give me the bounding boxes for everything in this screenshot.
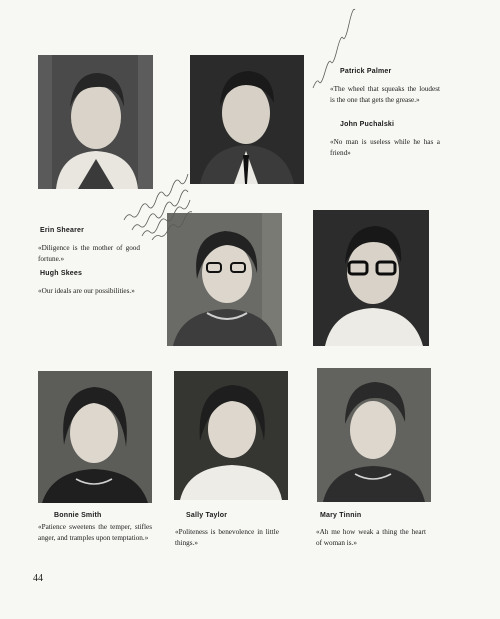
name-john-puchalski: John Puchalski bbox=[340, 121, 395, 128]
name-patrick-palmer: Patrick Palmer bbox=[340, 68, 392, 75]
photo-hugh-skees bbox=[313, 210, 429, 346]
quote-bonnie-smith: «Patience sweetens the temper, stifles anger, and tramples upon temptation.» bbox=[38, 523, 152, 542]
quote-erin-shearer: «Diligence is the mother of good fortune.» bbox=[38, 244, 140, 263]
page-number: 44 bbox=[33, 573, 43, 584]
quote-hugh-skees: «Our ideals are our possibilities.» bbox=[38, 287, 135, 295]
handwritten-signature-top bbox=[305, 2, 365, 92]
name-erin-shearer: Erin Shearer bbox=[40, 227, 85, 234]
name-hugh-skees: Hugh Skees bbox=[40, 270, 83, 277]
photo-sally-taylor bbox=[174, 371, 288, 500]
name-sally-taylor: Sally Taylor bbox=[186, 512, 228, 519]
name-bonnie-smith: Bonnie Smith bbox=[54, 512, 102, 519]
quote-mary-tinnin: «Ah me how weak a thing the heart of woman is.» bbox=[316, 528, 426, 547]
photo-bonnie-smith bbox=[38, 371, 152, 503]
quote-john-puchalski: «No man is useless while he has a friend» bbox=[330, 138, 440, 157]
name-mary-tinnin: Mary Tinnin bbox=[320, 512, 362, 519]
handwritten-signature bbox=[118, 150, 198, 240]
photo-mary-tinnin bbox=[317, 368, 431, 502]
quote-patrick-palmer: «The wheel that squeaks the loudest is the one that gets the grease.» bbox=[330, 85, 440, 104]
quote-sally-taylor: «Politeness is benevolence in little things.» bbox=[175, 528, 279, 547]
photo-john-puchalski bbox=[190, 55, 304, 184]
